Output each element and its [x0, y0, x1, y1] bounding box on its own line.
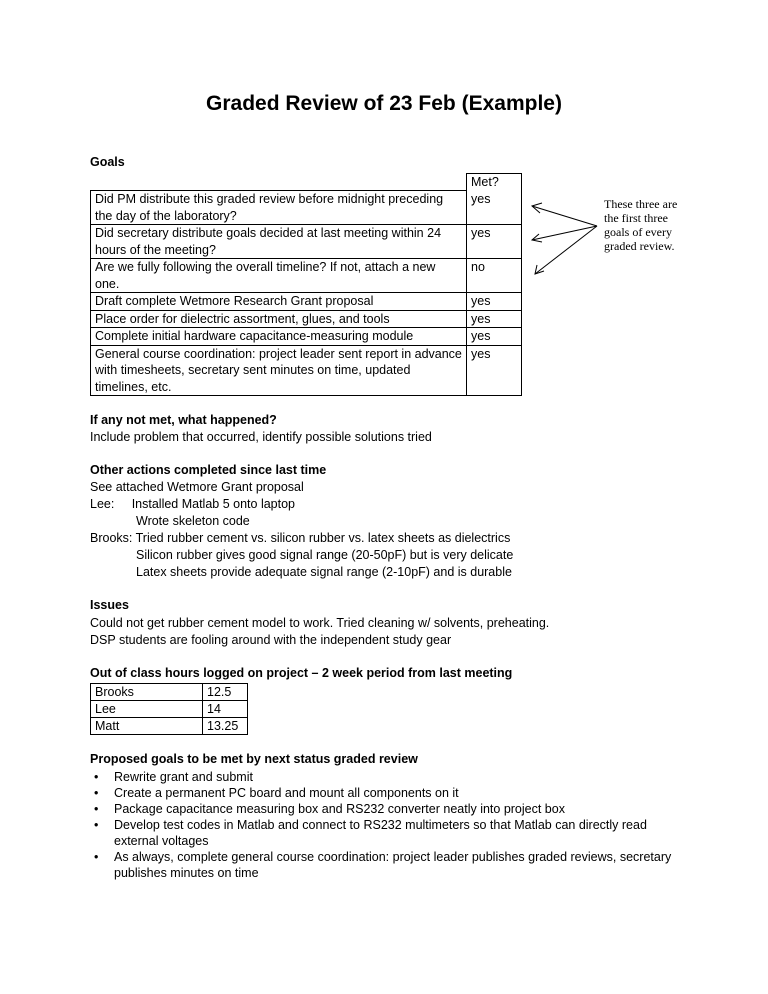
hours-value: 14 — [203, 701, 248, 718]
proposed-heading: Proposed goals to be met by next status graded review — [90, 752, 418, 766]
goal-met: yes — [467, 345, 522, 396]
issue-line: Could not get rubber cement model to work. Tried cleaning w/ solvents, preheating. — [90, 616, 550, 630]
goal-question: Are we fully following the overall timeline? If not, attach a new one. — [91, 259, 467, 293]
hours-name: Matt — [91, 718, 203, 735]
issues-heading: Issues — [90, 598, 129, 612]
action-line: Latex sheets provide adequate signal range (2-10pF) and is durable — [136, 565, 512, 579]
not-met-heading: If any not met, what happened? — [90, 413, 277, 427]
goal-question: Did PM distribute this graded review before midnight preceding the day of the laboratory? — [91, 191, 467, 225]
arrow-line — [535, 226, 597, 274]
hours-value: 12.5 — [203, 684, 248, 701]
goal-met: yes — [467, 310, 522, 328]
actions-heading: Other actions completed since last time — [90, 463, 327, 477]
not-met-text: Include problem that occurred, identify possible solutions tried — [90, 430, 432, 444]
list-item: • Create a permanent PC board and mount all components on it — [90, 785, 690, 801]
goal-met: yes — [467, 328, 522, 346]
hours-table — [90, 683, 248, 735]
list-item: • Package capacitance measuring box and RS232 converter neatly into project box — [90, 801, 690, 817]
hours-row — [91, 701, 248, 718]
goal-met: no — [467, 259, 522, 293]
goal-question: Complete initial hardware capacitance-measuring module — [91, 328, 467, 346]
hours-row — [91, 718, 248, 735]
hours-name: Brooks — [91, 684, 203, 701]
action-line: Brooks: Tried rubber cement vs. silicon rubber vs. latex sheets as dielectrics — [90, 531, 511, 545]
action-line: Silicon rubber gives good signal range (20-50pF) but is very delicate — [136, 548, 514, 562]
goal-met: yes — [467, 293, 522, 311]
hours-heading: Out of class hours logged on project – 2 week period from last meeting — [90, 666, 513, 680]
goal-met: yes — [467, 225, 522, 259]
hours-name: Lee — [91, 701, 203, 718]
list-item: • Develop test codes in Matlab and connect to RS232 multimeters so that Matlab can directly read external voltages — [90, 817, 690, 849]
arrow-line — [532, 206, 597, 226]
hours-value: 13.25 — [203, 718, 248, 735]
list-item: • As always, complete general course coordination: project leader publishes graded reviews, secretary publishes minutes on time — [90, 849, 690, 881]
goal-row — [91, 328, 522, 346]
goal-question: Place order for dielectric assortment, glues, and tools — [91, 310, 467, 328]
goal-met: yes — [467, 191, 522, 225]
annotation-arrows — [0, 0, 768, 300]
met-column-header: Met? — [467, 174, 522, 191]
page-title: Graded Review of 23 Feb (Example) — [206, 92, 562, 115]
goals-heading: Goals — [90, 155, 125, 169]
goal-question: General course coordination: project leader sent report in advance with timesheets, secretary sent minutes on time, updated timelines, etc. — [91, 345, 467, 396]
annotation-note: These three are the first three goals of every graded review. — [604, 197, 678, 253]
hours-row — [91, 684, 248, 701]
list-item: • Rewrite grant and submit — [90, 769, 690, 785]
goal-question: Did secretary distribute goals decided at last meeting within 24 hours of the meeting? — [91, 225, 467, 259]
action-line: See attached Wetmore Grant proposal — [90, 480, 304, 494]
issue-line: DSP students are fooling around with the independent study gear — [90, 633, 452, 647]
proposed-goals-list — [90, 769, 690, 881]
goal-row — [91, 310, 522, 328]
goal-question: Draft complete Wetmore Research Grant proposal — [91, 293, 467, 311]
goal-row — [91, 345, 522, 396]
action-line: Lee: Installed Matlab 5 onto laptop — [90, 497, 295, 511]
action-line: Wrote skeleton code — [136, 514, 250, 528]
